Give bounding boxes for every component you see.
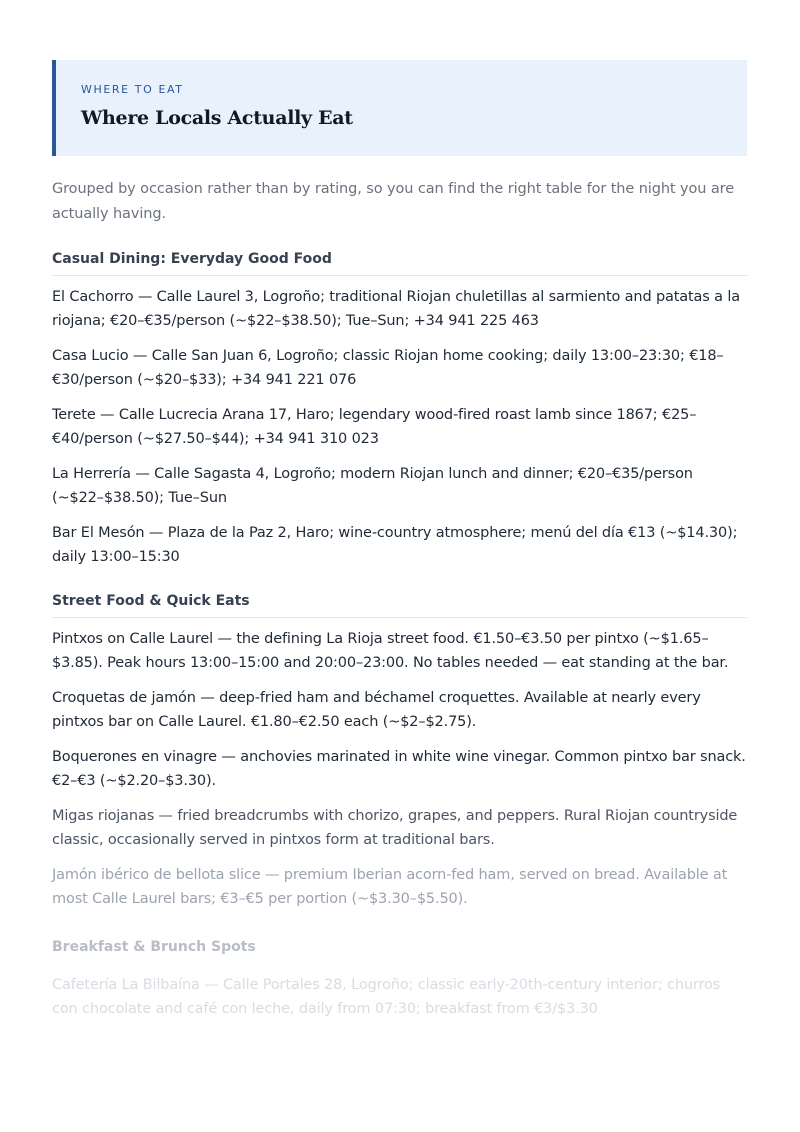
list-item: Jamón ibérico de bellota slice — premium Iberian acorn-fed ham, served on bread. Available at most Calle Laurel bars; €3–€5 per portion (~$3.30–$5.50). — [52, 867, 728, 907]
list-item: Casa Lucio — Calle San Juan 6, Logroño; classic Riojan home cooking; daily 13:00–23:30; €18–€30/person (~$20–$33); +34 941 221 076 — [52, 348, 724, 388]
document-page — [52, 60, 747, 1021]
page-title: Where Locals Actually Eat — [81, 107, 353, 129]
section-breakfast — [52, 939, 747, 1021]
list-item: Migas riojanas — fried breadcrumbs with chorizo, grapes, and peppers. Rural Riojan countryside classic, occasionally served in pintxos form at traditional bars. — [52, 808, 738, 848]
intro-paragraph: Grouped by occasion rather than by rating, so you can find the right table for the night you are actually having. — [52, 181, 735, 222]
list-item: Pintxos on Calle Laurel — the defining La Rioja street food. €1.50–€3.50 per pintxo (~$1.65–$3.85). Peak hours 13:00–15:00 and 20:00–23:00. No tables needed — eat standing at the bar. — [52, 631, 729, 671]
list-item: Terete — Calle Lucrecia Arana 17, Haro; legendary wood-fired roast lamb since 1867; €25–€40/person (~$27.50–$44); +34 941 310 023 — [52, 407, 697, 447]
item-list — [52, 627, 747, 911]
section-title: Casual Dining: Everyday Good Food — [52, 251, 747, 276]
item-list — [52, 973, 747, 1021]
list-item: Croquetas de jamón — deep-fried ham and béchamel croquettes. Available at nearly every pintxos bar on Calle Laurel. €1.80–€2.50 each (~$2–$2.75). — [52, 690, 701, 730]
item-list — [52, 285, 747, 569]
list-item: Bar El Mesón — Plaza de la Paz 2, Haro; wine-country atmosphere; menú del día €13 (~$14.30); daily 13:00–15:30 — [52, 525, 738, 565]
section-street-food — [52, 593, 747, 911]
section-title: Street Food & Quick Eats — [52, 593, 747, 618]
list-item: Cafetería La Bilbaína — Calle Portales 28, Logroño; classic early-20th-century interior; churros con chocolate and café con leche, daily from 07:30; breakfast from €3/$3.30 — [52, 977, 721, 1017]
eyebrow-label: WHERE TO EAT — [81, 83, 184, 96]
list-item: La Herrería — Calle Sagasta 4, Logroño; modern Riojan lunch and dinner; €20–€35/person (~$22–$38.50); Tue–Sun — [52, 466, 693, 506]
section-header-card — [52, 60, 747, 156]
section-casual-dining — [52, 251, 747, 569]
section-title: Breakfast & Brunch Spots — [52, 939, 747, 964]
list-item: Boquerones en vinagre — anchovies marinated in white wine vinegar. Common pintxo bar snack. €2–€3 (~$2.20–$3.30). — [52, 749, 746, 789]
list-item: El Cachorro — Calle Laurel 3, Logroño; traditional Riojan chuletillas al sarmiento and patatas a la riojana; €20–€35/person (~$22–$38.50); Tue–Sun; +34 941 225 463 — [52, 289, 740, 329]
